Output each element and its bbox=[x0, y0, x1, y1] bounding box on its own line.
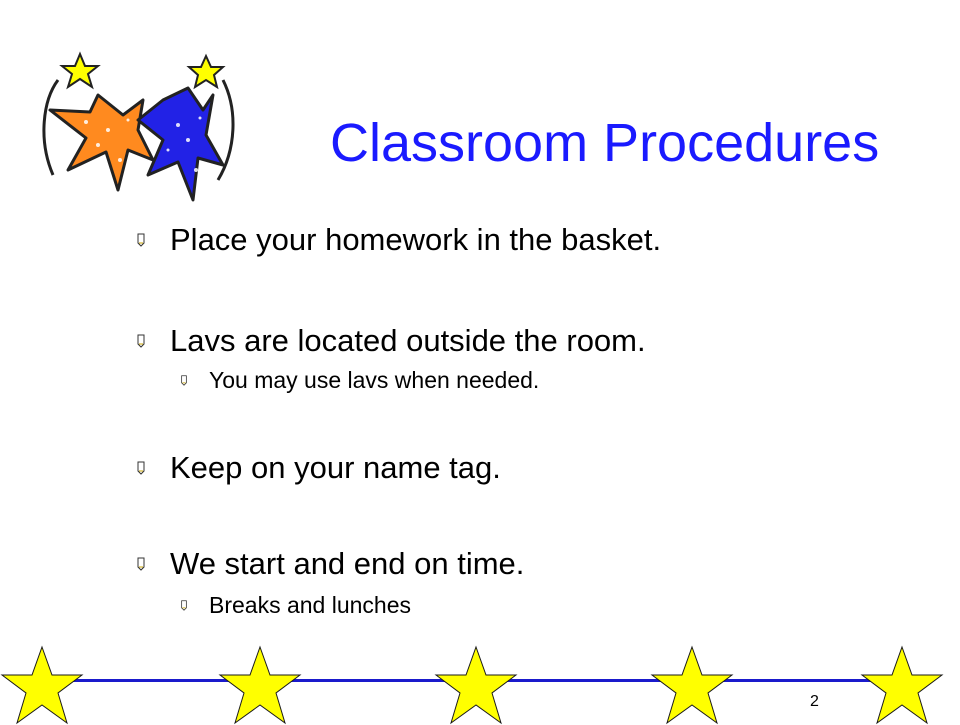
pencil-bullet-icon bbox=[136, 461, 146, 475]
bullet-text: Lavs are located outside the room. bbox=[170, 323, 646, 358]
pencil-bullet-icon bbox=[180, 375, 188, 386]
bullet-text: Breaks and lunches bbox=[209, 592, 412, 618]
bullet-text: We start and end on time. bbox=[170, 546, 525, 581]
bullet-item bbox=[136, 323, 646, 359]
bullet-item bbox=[136, 222, 661, 258]
pencil-bullet-icon bbox=[136, 334, 146, 348]
star-icon bbox=[218, 645, 302, 725]
star-icon bbox=[860, 645, 944, 725]
slide-title: Classroom Procedures bbox=[330, 113, 880, 173]
pencil-bullet-icon bbox=[136, 557, 146, 571]
bullet-text: Keep on your name tag. bbox=[170, 450, 501, 485]
bullet-item bbox=[136, 450, 501, 486]
page-number: 2 bbox=[810, 693, 819, 710]
star-icon bbox=[650, 645, 734, 725]
bullet-item bbox=[136, 546, 524, 582]
pencil-bullet-icon bbox=[136, 233, 146, 247]
sub-bullet-item bbox=[180, 367, 539, 394]
star-icon bbox=[434, 645, 518, 725]
star-dancers-icon bbox=[28, 40, 248, 210]
star-icon bbox=[0, 645, 84, 725]
sub-bullet-item bbox=[180, 592, 411, 619]
bullet-text: You may use lavs when needed. bbox=[209, 367, 540, 393]
bullet-text: Place your homework in the basket. bbox=[170, 222, 662, 257]
pencil-bullet-icon bbox=[180, 600, 188, 611]
